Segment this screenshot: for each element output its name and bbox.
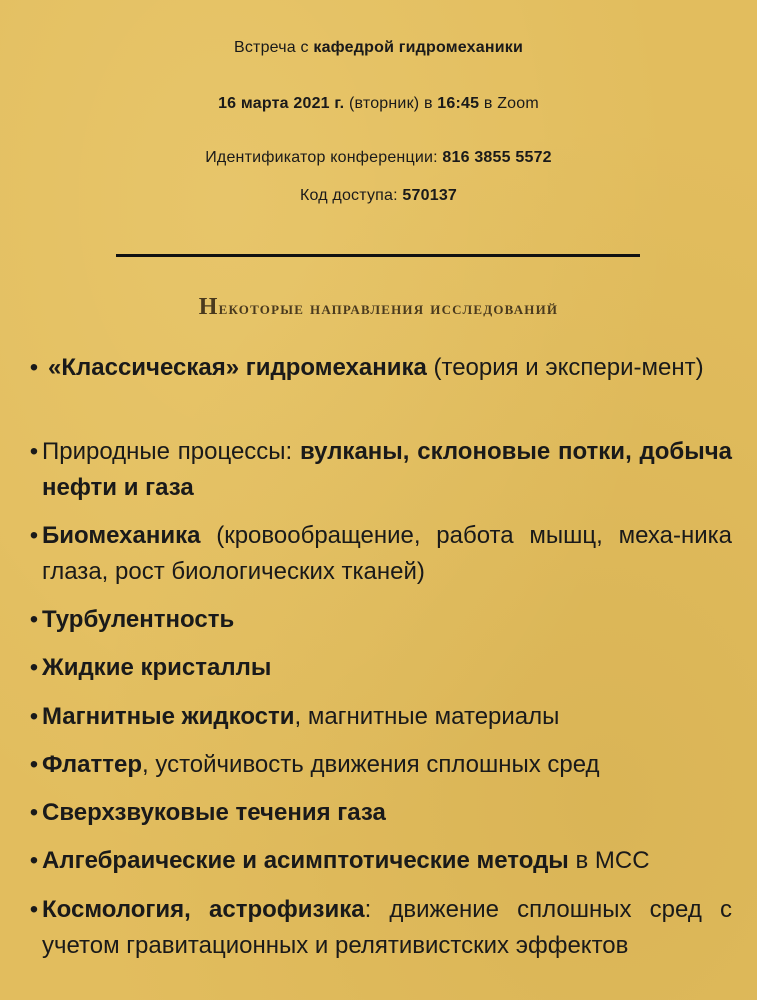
meeting-platform: в Zoom — [479, 95, 539, 112]
bullet-icon: • — [29, 799, 39, 826]
section-title-rest: екоторые направления исследований — [218, 298, 559, 319]
bullet-icon: • — [29, 703, 39, 730]
list-item-text — [42, 602, 732, 638]
list-item-bold: «Классическая» гидромеханика — [48, 354, 427, 381]
meeting-title — [0, 32, 757, 64]
list-item-rest: в МСС — [568, 847, 650, 874]
list-item-pre: Природные процессы: — [42, 438, 300, 465]
list-item-rest: : движение сплошных сред с учетом гравитационных и релятивистских эффектов — [42, 896, 732, 959]
list-item-bold: Сверхзвуковые течения газа — [42, 799, 386, 826]
divider — [116, 254, 640, 257]
bullet-icon: • — [29, 896, 39, 923]
section-title — [0, 294, 757, 321]
list-item-text — [42, 699, 732, 735]
list-item-bold: Жидкие кристаллы — [42, 654, 272, 681]
list-item-text — [42, 747, 732, 783]
list-item-bold: Космология, астрофизика — [42, 896, 365, 923]
bullet-icon: • — [29, 751, 39, 778]
meeting-datetime — [0, 88, 757, 120]
bullet-icon: • — [29, 438, 39, 465]
list-item-text — [42, 518, 732, 590]
list-item-bold: Алгебраические и асимптотические методы — [42, 847, 569, 874]
list-item-text — [48, 350, 732, 386]
list-item-bold: Турбулентность — [42, 606, 235, 633]
bullet-icon: • — [29, 522, 39, 549]
access-code-label: Код доступа: — [299, 187, 403, 204]
bullet-icon: • — [29, 847, 39, 874]
bullet-icon: • — [29, 654, 39, 681]
list-item-bold: вулканы, склоновые потки, добыча нефти и газа — [42, 438, 732, 501]
bullet-icon: • — [29, 354, 39, 381]
list-item-rest: (кровообращение, работа мышц, меха-ника глаза, рост биологических тканей) — [42, 522, 732, 585]
conference-id-label: Идентификатор конференции: — [205, 149, 443, 166]
list-item-rest: (теория и экспери-мент) — [426, 354, 704, 381]
meeting-time: 16:45 — [437, 95, 480, 112]
list-item-rest: , устойчивость движения сплошных сред — [142, 751, 600, 778]
list-item-bold: Магнитные жидкости — [42, 703, 295, 730]
section-title-initial: Н — [198, 294, 219, 320]
list-item-bold: Флаттер — [42, 751, 142, 778]
access-code — [0, 180, 757, 212]
bullet-icon: • — [29, 606, 39, 633]
list-item-text — [42, 795, 732, 831]
conference-id — [0, 142, 757, 174]
list-item-text — [42, 843, 732, 879]
list-item-text — [42, 892, 732, 964]
meeting-title-prefix: Встреча с — [233, 39, 314, 56]
meeting-date: 16 марта 2021 г. — [218, 95, 345, 112]
list-item-text — [42, 434, 732, 506]
conference-id-value: 816 3855 5572 — [442, 149, 552, 166]
access-code-value: 570137 — [402, 187, 458, 204]
list-item-text — [42, 650, 732, 686]
list-item-rest: , магнитные материалы — [294, 703, 560, 730]
department-name: кафедрой гидромеханики — [313, 39, 524, 56]
list-item-bold: Биомеханика — [42, 522, 201, 549]
meeting-weekday: (вторник) в — [344, 95, 438, 112]
